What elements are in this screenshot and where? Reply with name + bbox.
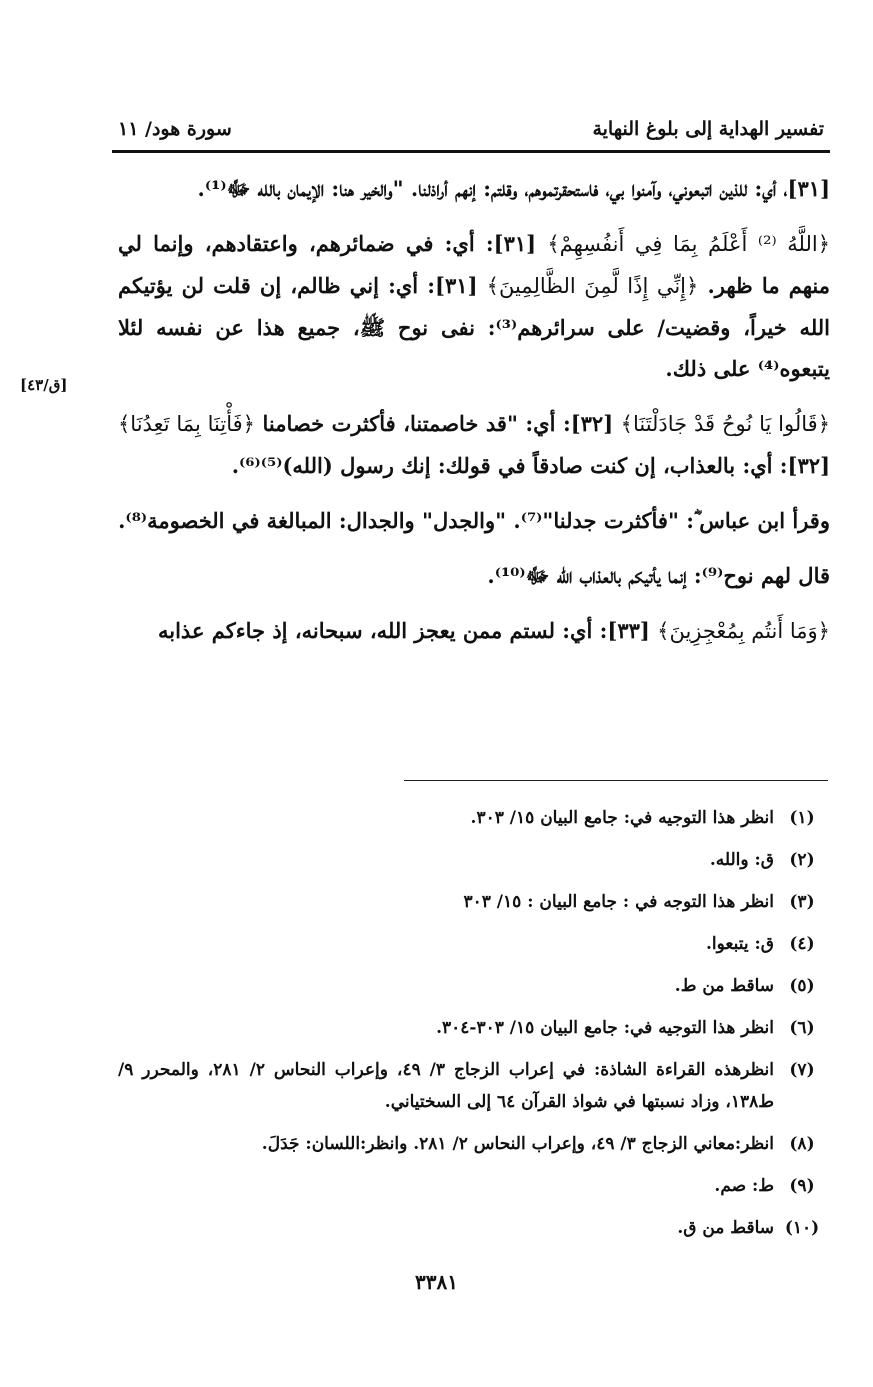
footnote-text: ط: صم.	[714, 1176, 774, 1196]
footnote-number: (٩)	[789, 1176, 815, 1196]
quran-verse: ﴿فَأْتِنَا بِمَا تَعِدُنَا﴾	[118, 412, 255, 436]
footnote-item	[118, 1128, 830, 1160]
footnote-item	[118, 928, 830, 960]
footnote-item	[118, 1012, 830, 1044]
footnote-number: (٦)	[789, 1018, 815, 1038]
footnote-rule	[404, 780, 828, 781]
quran-verse: ﴿وَمَا أَنتُم بِمُعْجِزِينَ﴾	[657, 619, 830, 643]
footnote-number: (١٠)	[784, 1218, 820, 1238]
quran-verse: ﴿قَالُوا يَا نُوحُ قَدْ جَادَلْتَنَا﴾	[620, 412, 831, 436]
footnote-text: انظر:معاني الزجاج ٣/ ٤٩، وإعراب النحاس ٢/ ٢٨١. وانظر:اللسان: جَدَلَ.	[261, 1134, 774, 1154]
main-text	[118, 168, 830, 666]
paragraph-text: [٣١]، أي: للذين اتبعوني، وآمنوا بي، فاستحقرتموهم، وقلتم: إنهم أراذلنا. "والخير هنا: الإيمان بالله ﷻ⁽¹⁾.	[197, 176, 830, 201]
paragraph-text: [٣١]: أي: إني ظالم، إن قلت لن يؤتيكم الله خيراً، وقضيت/ على سرائرهم⁽³⁾: نفى نوح ﷺ، جميع هذا عن نفسه لئلا يتبعوه⁽⁴⁾ على ذلك.	[118, 273, 830, 381]
footnote-number: (٤)	[789, 934, 815, 954]
margin-manuscript-note: [ق/٤٣]	[20, 376, 68, 394]
paragraph-text: [٣١]: أي: في ضمائرهم، واعتقادهم، وإنما لي منهم ما ظهر.	[118, 231, 830, 298]
footnote-item	[118, 844, 830, 876]
footnote-number: (٥)	[789, 976, 815, 996]
footnote-text: انظر هذا التوجيه في: جامع البيان ١٥/ ٣٠٣.	[470, 808, 774, 828]
paragraph-5	[118, 555, 830, 596]
header-rule	[112, 150, 830, 153]
footnote-number: (٢)	[789, 850, 815, 870]
paragraph-2	[118, 223, 830, 389]
paragraph-text: [٣٢]: أي: "قد خاصمتنا، فأكثرت خصامنا	[255, 411, 621, 436]
footnote-text: ساقط من ط.	[674, 976, 774, 996]
footnote-item	[118, 970, 830, 1002]
footnote-number: (٣)	[789, 892, 815, 912]
paragraph-text: قال لهم نوح⁽⁹⁾: إنما يأتيكم بالعذاب الله ﷻ⁽¹⁰⁾.	[487, 563, 830, 588]
footnote-number: (١)	[789, 808, 815, 828]
footnote-item	[118, 1212, 830, 1244]
footnote-item	[118, 802, 830, 834]
paragraph-6	[118, 610, 830, 652]
paragraph-text: [٣٣]: أي: لستم ممن يعجز الله، سبحانه، إذ جاءكم عذابه	[157, 618, 658, 643]
paragraph-3	[118, 403, 830, 486]
book-title: تفسير الهداية إلى بلوغ النهاية	[592, 118, 824, 140]
footnote-text: ق: والله.	[709, 850, 774, 870]
footnote-text: انظر هذا التوجه في : جامع البيان : ١٥/ ٣٠٣	[463, 892, 774, 912]
paragraph-4	[118, 500, 830, 541]
footnote-number: (٧)	[789, 1060, 815, 1080]
footnote-text: ق: يتبعوا.	[706, 934, 774, 954]
quran-verse: ﴿اللَّهُ ⁽²⁾ أَعْلَمُ بِمَا فِي أَنفُسِهِمْ﴾	[547, 232, 831, 256]
surah-label: سورة هود/ ١١	[118, 118, 232, 140]
footnote-text: انظر هذا التوجيه في: جامع البيان ١٥/ ٣٠٣-٣٠٤.	[436, 1018, 774, 1038]
quran-verse: ﴿إِنِّي إِذًا لَّمِنَ الظَّالِمِينَ﴾	[486, 274, 699, 298]
footnote-item	[118, 1054, 830, 1118]
footnote-item	[118, 886, 830, 918]
running-header	[112, 112, 828, 152]
footnote-item	[118, 1170, 830, 1202]
footnotes	[118, 802, 830, 1254]
footnote-text: انظرهذه القراءة الشاذة: في إعراب الزجاج ٣/ ٤٩، وإعراب النحاس ٢/ ٢٨١، والمحرر ٩/ ط١٣٨، وزاد نسبتها في شواذ القرآن ٦٤ إلى السختياني.	[118, 1060, 775, 1112]
paragraph-1	[118, 168, 830, 209]
footnote-number: (٨)	[789, 1134, 815, 1154]
footnote-text: ساقط من ق.	[677, 1218, 774, 1238]
paragraph-text: [٣٢]: أي: بالعذاب، إن كنت صادقاً في قولك: إنك رسول (الله)⁽⁵⁾⁽⁶⁾.	[231, 453, 830, 478]
page-number: ٣٣٨١	[415, 1270, 458, 1294]
paragraph-text: وقرأ ابن عباس ؓ: "فأكثرت جدلنا"⁽⁷⁾. "والجدل" والجدال: المبالغة في الخصومة⁽⁸⁾.	[118, 508, 830, 533]
